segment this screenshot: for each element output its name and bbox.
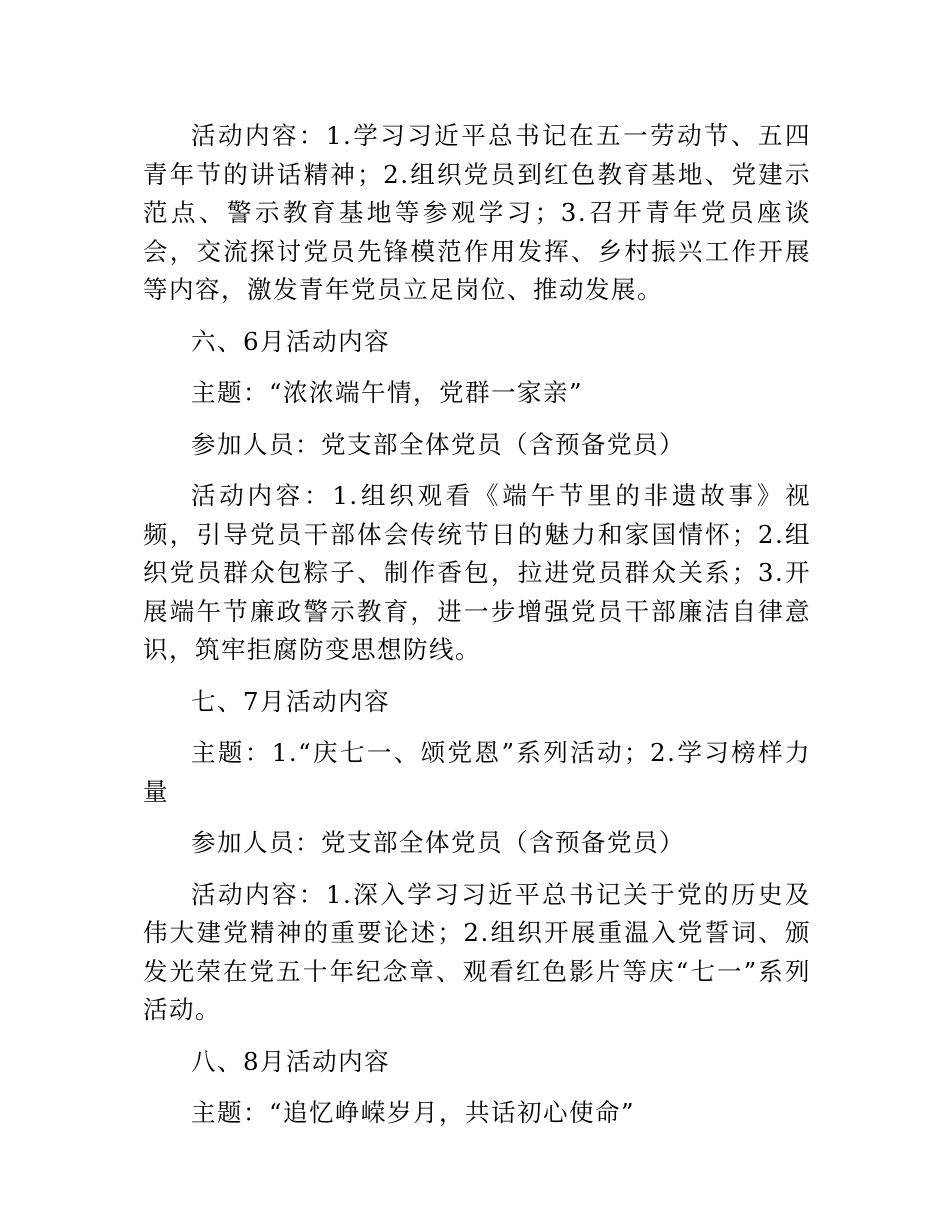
june-heading: 六、6月活动内容 (191, 326, 391, 356)
july-heading: 七、7月活动内容 (191, 686, 391, 716)
july-theme: 主题：1.“庆七一、颂党恩”系列活动；2.学习榜样力量 (143, 738, 811, 806)
july-activity-content: 活动内容：1.深入学习习近平总书记关于党的历史及伟大建党精神的重要论述；2.组织开展重温入党誓词、颁发光荣在党五十年纪念章、观看红色影片等庆“七一”系列活动。 (143, 879, 811, 1024)
june-theme: 主题：“浓浓端午情，党群一家亲” (191, 378, 584, 407)
may-activity-content: 活动内容：1.学习习近平总书记在五一劳动节、五四青年节的讲话精神；2.组织党员到红色教育基地、党建示范点、警示教育基地等参观学习；3.召开青年党员座谈会，交流探讨党员先锋模范作用发挥、乡村振兴工作开展等内容，激发青年党员立足岗位、推动发展。 (143, 121, 811, 304)
june-activity-content: 活动内容：1.组织观看《端午节里的非遗故事》视频，引导党员干部体会传统节日的魅力和家国情怀；2.组织党员群众包粽子、制作香包，拉进党员群众关系；3.开展端午节廉政警示教育，进一步增强党员干部廉洁自律意识，筑牢拒腐防变思想防线。 (143, 481, 811, 664)
june-participants: 参加人员：党支部全体党员（含预备党员） (191, 429, 685, 459)
august-heading: 八、8月活动内容 (191, 1046, 391, 1076)
august-theme: 主题：“追忆峥嵘岁月，共话初心使命” (191, 1098, 636, 1127)
july-participants: 参加人员：党支部全体党员（含预备党员） (191, 828, 685, 857)
document-page (143, 117, 811, 1146)
